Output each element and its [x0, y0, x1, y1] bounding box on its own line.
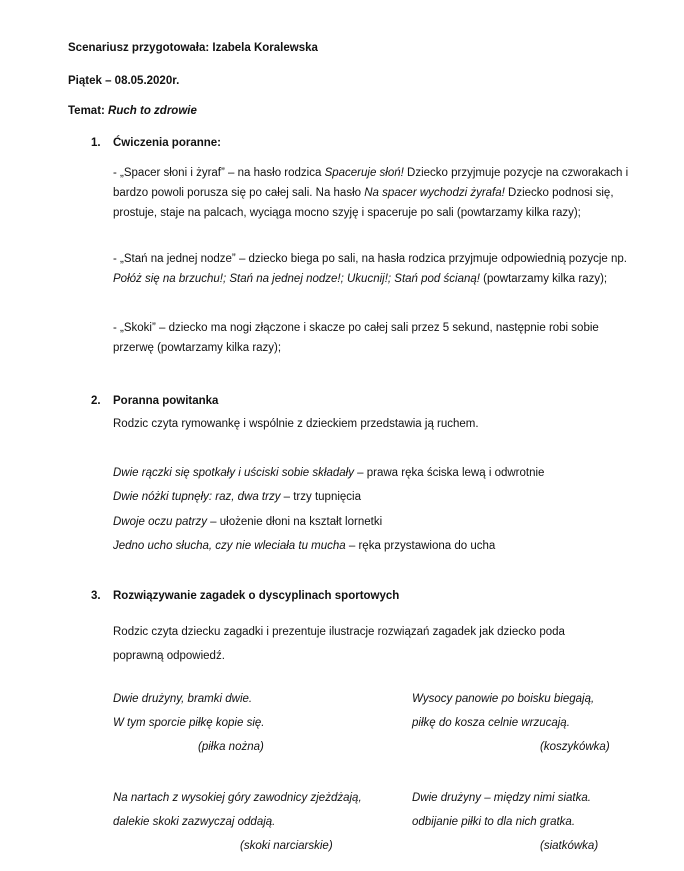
riddle-answer: (koszykówka): [540, 741, 610, 753]
section1-title: Ćwiczenia poranne:: [113, 137, 221, 149]
date-line: Piątek – 08.05.2020r.: [68, 75, 180, 87]
rhyme-verse: Dwie nóżki tupnęły: raz, dwa trzy: [113, 491, 281, 503]
exercise-one-leg: [113, 249, 633, 289]
riddle-line: Dwie drużyny – między nimi siatka.: [412, 792, 591, 804]
riddle-line: W tym sporcie piłkę kopie się.: [113, 717, 265, 729]
rhyme-line: [113, 516, 382, 528]
ex2-commands: Połóż się na brzuchu!; Stań na jednej nodze!; Ukucnij!; Stań pod ścianą!: [113, 273, 480, 285]
riddle-line: dalekie skoki zazwyczaj oddają.: [113, 816, 276, 828]
section3-intro: Rodzic czyta dziecku zagadki i prezentuje ilustracje rozwiązań zagadek jak dziecko poda poprawną odpowiedź.: [113, 626, 565, 662]
topic-value: Ruch to zdrowie: [108, 105, 197, 117]
riddle-line: Dwie drużyny, bramki dwie.: [113, 693, 253, 705]
ex1-text-1: - „Spacer słoni i żyraf” – na hasło rodzica: [113, 167, 325, 179]
rhyme-line: [113, 491, 361, 503]
ex1-command-1: Spaceruje słoń!: [324, 167, 404, 179]
ex1-command-2: Na spacer wychodzi żyrafa!: [364, 187, 505, 199]
riddle-line: odbijanie piłki to dla nich gratka.: [412, 816, 576, 828]
section3-number: 3.: [91, 590, 101, 602]
riddle-line: Wysocy panowie po boisku biegają,: [412, 693, 595, 705]
rhyme-action: – prawa ręka ściska lewą i odwrotnie: [353, 467, 545, 479]
riddle-line: piłkę do kosza celnie wrzucają.: [412, 717, 570, 729]
rhyme-line: [113, 540, 495, 552]
rhyme-action: – ułożenie dłoni na kształt lornetki: [206, 516, 383, 528]
ex1-text-2: Dziecko przyjmuje pozycje na czworakach i bardzo powoli porusza się po całej sali. Na hasło: [113, 167, 629, 199]
section2-title: Poranna powitanka: [113, 395, 219, 407]
rhyme-verse: Dwoje oczu patrzy: [113, 516, 207, 528]
rhyme-action: – trzy tupnięcia: [280, 491, 361, 503]
riddle-answer: (siatkówka): [540, 840, 599, 852]
section1-number: 1.: [91, 137, 101, 149]
topic-line: [68, 105, 197, 117]
ex2-text-2: (powtarzamy kilka razy);: [479, 273, 608, 285]
exercise-jumps: - „Skoki” – dziecko ma nogi złączone i skacze po całej sali przez 5 sekund, następnie robi sobie przerwę (powtarzamy kilka razy);: [113, 322, 599, 354]
exercise-elephants-giraffes: [113, 163, 633, 223]
rhyme-action: – ręka przystawiona do ucha: [345, 540, 496, 552]
rhyme-line: [113, 467, 544, 479]
topic-label: Temat:: [68, 105, 109, 117]
ex1-text-3: Dziecko podnosi się, prostuje, staje na palcach, wyciąga mocno szyję i spaceruje po sali (powtarzamy kilka razy);: [113, 187, 614, 219]
riddle-line: Na nartach z wysokiej góry zawodnicy zjeżdżają,: [113, 792, 362, 804]
riddle-answer: (skoki narciarskie): [240, 840, 333, 852]
section3-title: Rozwiązywanie zagadek o dyscyplinach sportowych: [113, 590, 400, 602]
rhyme-verse: Dwie rączki się spotkały i uściski sobie składały: [113, 467, 354, 479]
riddle-answer: (piłka nożna): [198, 741, 264, 753]
ex2-text-1: - „Stań na jednej nodze” – dziecko biega po sali, na hasła rodzica przyjmuje odpowiednią pozycje np.: [113, 253, 627, 265]
rhyme-verse: Jedno ucho słucha, czy nie wleciała tu mucha: [113, 540, 346, 552]
section2-intro: Rodzic czyta rymowankę i wspólnie z dzieckiem przedstawia ją ruchem.: [113, 418, 479, 430]
author-line: Scenariusz przygotowała: Izabela Koralewska: [68, 42, 318, 54]
section2-number: 2.: [91, 395, 101, 407]
